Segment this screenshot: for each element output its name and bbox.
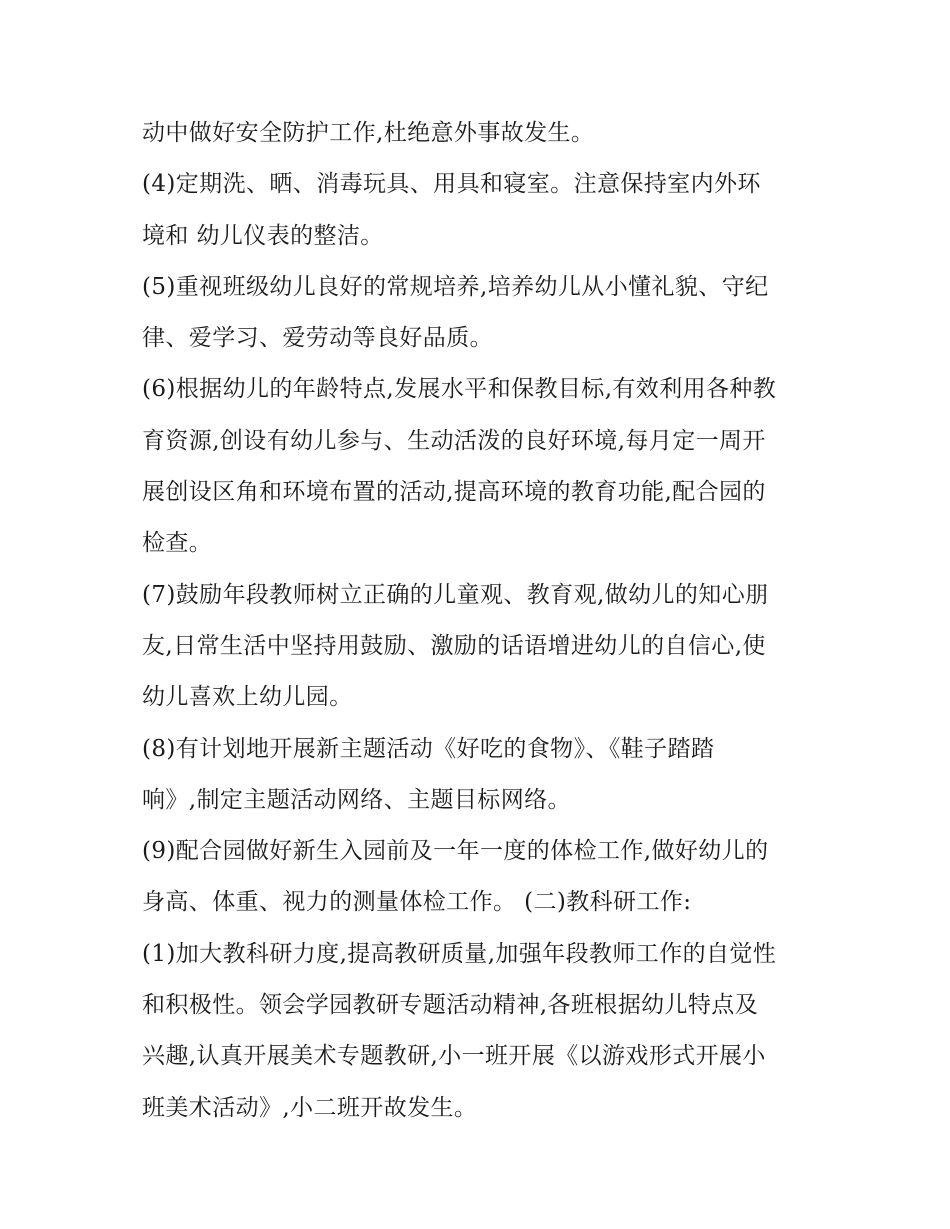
text-line: 幼儿喜欢上幼儿园。 xyxy=(142,684,353,711)
text-line: (5)重视班级幼儿良好的常规培养,培养幼儿从小懂礼貌、守纪 xyxy=(142,273,769,300)
text-line: 检查。 xyxy=(142,530,213,557)
text-line: (8)有计划地开展新主题活动《好吃的食物》、《鞋子踏踏 xyxy=(142,735,715,762)
text-line: (6)根据幼儿的年龄特点,发展水平和保教目标,有效利用各种教 xyxy=(142,376,777,403)
text-line: 育资源,创设有幼儿参与、生动活泼的良好环境,每月定一周开 xyxy=(142,427,766,454)
document-body xyxy=(142,108,822,1134)
text-line: (9)配合园做好新生入园前及一年一度的体检工作,做好幼儿的 xyxy=(142,838,769,865)
text-line: (1)加大教科研力度,提高教研质量,加强年段教师工作的自觉性 xyxy=(142,940,777,967)
text-line: 境和 幼儿仪表的整洁。 xyxy=(142,222,384,249)
text-line: 和积极性。领会学园教研专题活动精神,各班根据幼儿特点及 xyxy=(142,992,759,1019)
text-line: 展创设区角和环境布置的活动,提高环境的教育功能,配合园的 xyxy=(142,479,766,506)
text-line: 班美术活动》,小二班开故发生。 xyxy=(142,1094,478,1121)
text-line: (7)鼓励年段教师树立正确的儿童观、教育观,做幼儿的知心朋 xyxy=(142,581,769,608)
text-line: 友,日常生活中坚持用鼓励、激励的话语增进幼儿的自信心,使 xyxy=(142,632,766,659)
text-line: 响》,制定主题活动网络、主题目标网络。 xyxy=(142,786,571,813)
text-line: (4)定期洗、晒、消毒玩具、用具和寝室。注意保持室内外环 xyxy=(142,171,761,198)
text-line: 兴趣,认真开展美术专题教研,小一班开展《以游戏形式开展小 xyxy=(142,1043,766,1070)
text-line: 律、爱学习、爱劳动等良好品质。 xyxy=(142,325,493,352)
text-line: 身高、体重、视力的测量体检工作。 (二)教科研工作: xyxy=(142,889,692,916)
text-line: 动中做好安全防护工作,杜绝意外事故发生。 xyxy=(142,120,595,146)
